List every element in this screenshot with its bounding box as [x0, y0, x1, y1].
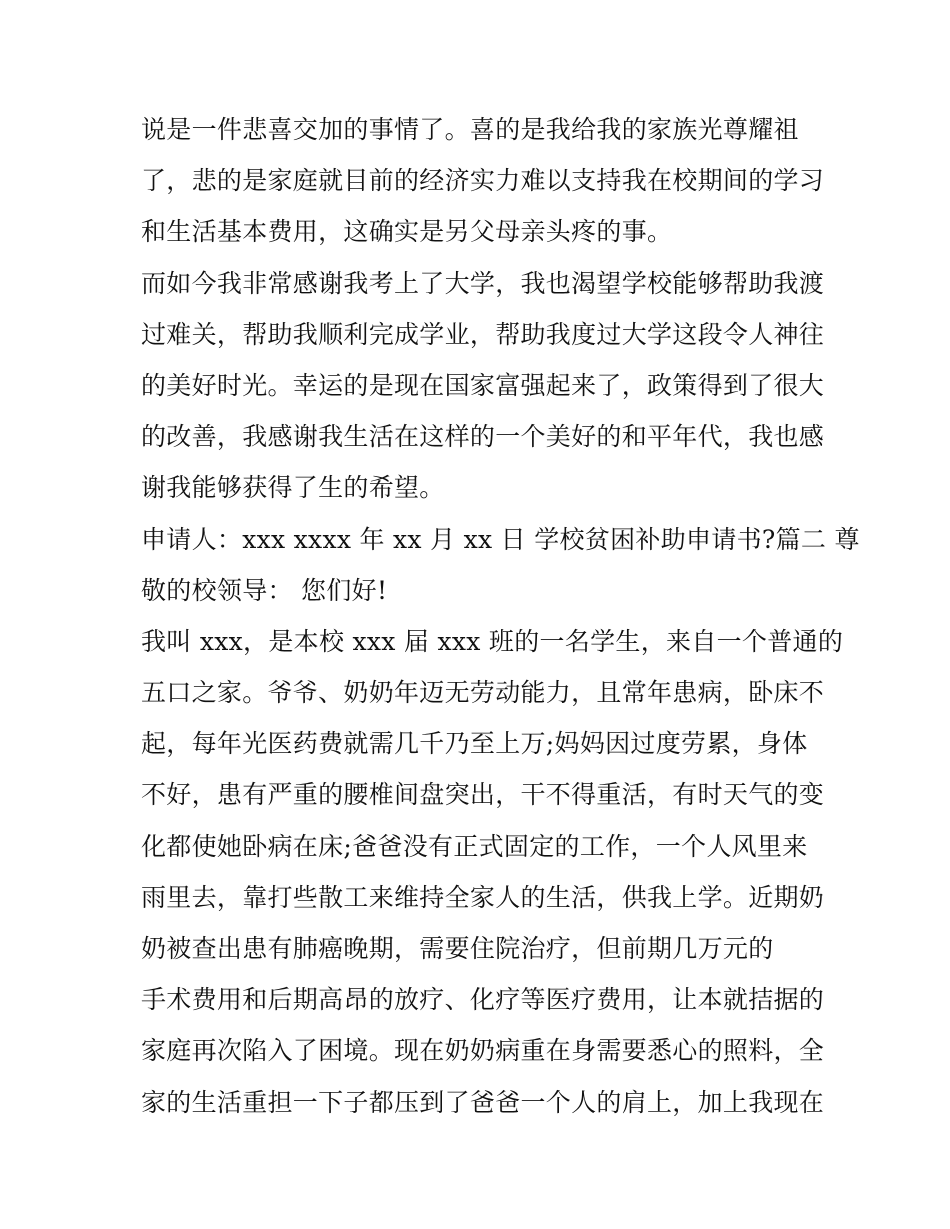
text-line-6: 的美好时光。幸运的是现在国家富强起来了，政策得到了很大: [141, 370, 825, 400]
text-line-7: 的改善，我感谢我生活在这样的一个美好的和平年代，我也感: [141, 422, 825, 452]
body-text: [141, 104, 860, 1128]
text-line-16: 雨里去，靠打些散工来维持全家人的生活，供我上学。近期奶: [141, 882, 825, 912]
text-line-5: 过难关，帮助我顺利完成学业，帮助我度过大学这段令人神往: [141, 319, 825, 349]
text-line-17: 奶被查出患有肺癌晚期，需要住院治疗，但前期几万元的: [141, 934, 774, 963]
text-line-18: 手术费用和后期高昂的放疗、化疗等医疗费用，让本就拮据的: [141, 985, 825, 1015]
text-line-13: 起，每年光医药费就需几千乃至上万;妈妈因过度劳累，身体: [141, 729, 808, 759]
text-line-3: 和生活基本费用，这确实是另父母亲头疼的事。: [141, 217, 673, 247]
text-line-11: 我叫 xxx，是本校 xxx 届 xxx 班的一名学生，来自一个普通的: [141, 626, 844, 656]
text-line-19: 家庭再次陷入了困境。现在奶奶病重在身需要悉心的照料，全: [141, 1036, 825, 1066]
text-line-10: 敬的校领导： 您们好!: [141, 575, 388, 605]
text-line-14: 不好，患有严重的腰椎间盘突出，干不得重活，有时天气的变: [141, 780, 825, 810]
text-line-4: 而如今我非常感谢我考上了大学，我也渴望学校能够帮助我渡: [141, 268, 825, 298]
text-line-20: 家的生活重担一下子都压到了爸爸一个人的肩上，加上我现在: [141, 1087, 825, 1117]
text-line-9: 申请人：xxx xxxx 年 xx 月 xx 日 学校贫困补助申请书?篇二 尊: [141, 524, 860, 554]
text-line-1: 说是一件悲喜交加的事情了。喜的是我给我的家族光尊耀祖: [141, 115, 799, 144]
text-line-2: 了，悲的是家庭就目前的经济实力难以支持我在校期间的学习: [141, 166, 825, 196]
text-line-8: 谢我能够获得了生的希望。: [141, 473, 445, 503]
text-line-12: 五口之家。爷爷、奶奶年迈无劳动能力，且常年患病，卧床不: [141, 678, 825, 708]
text-line-15: 化都使她卧病在床;爸爸没有正式固定的工作，一个人风里来: [141, 831, 808, 861]
